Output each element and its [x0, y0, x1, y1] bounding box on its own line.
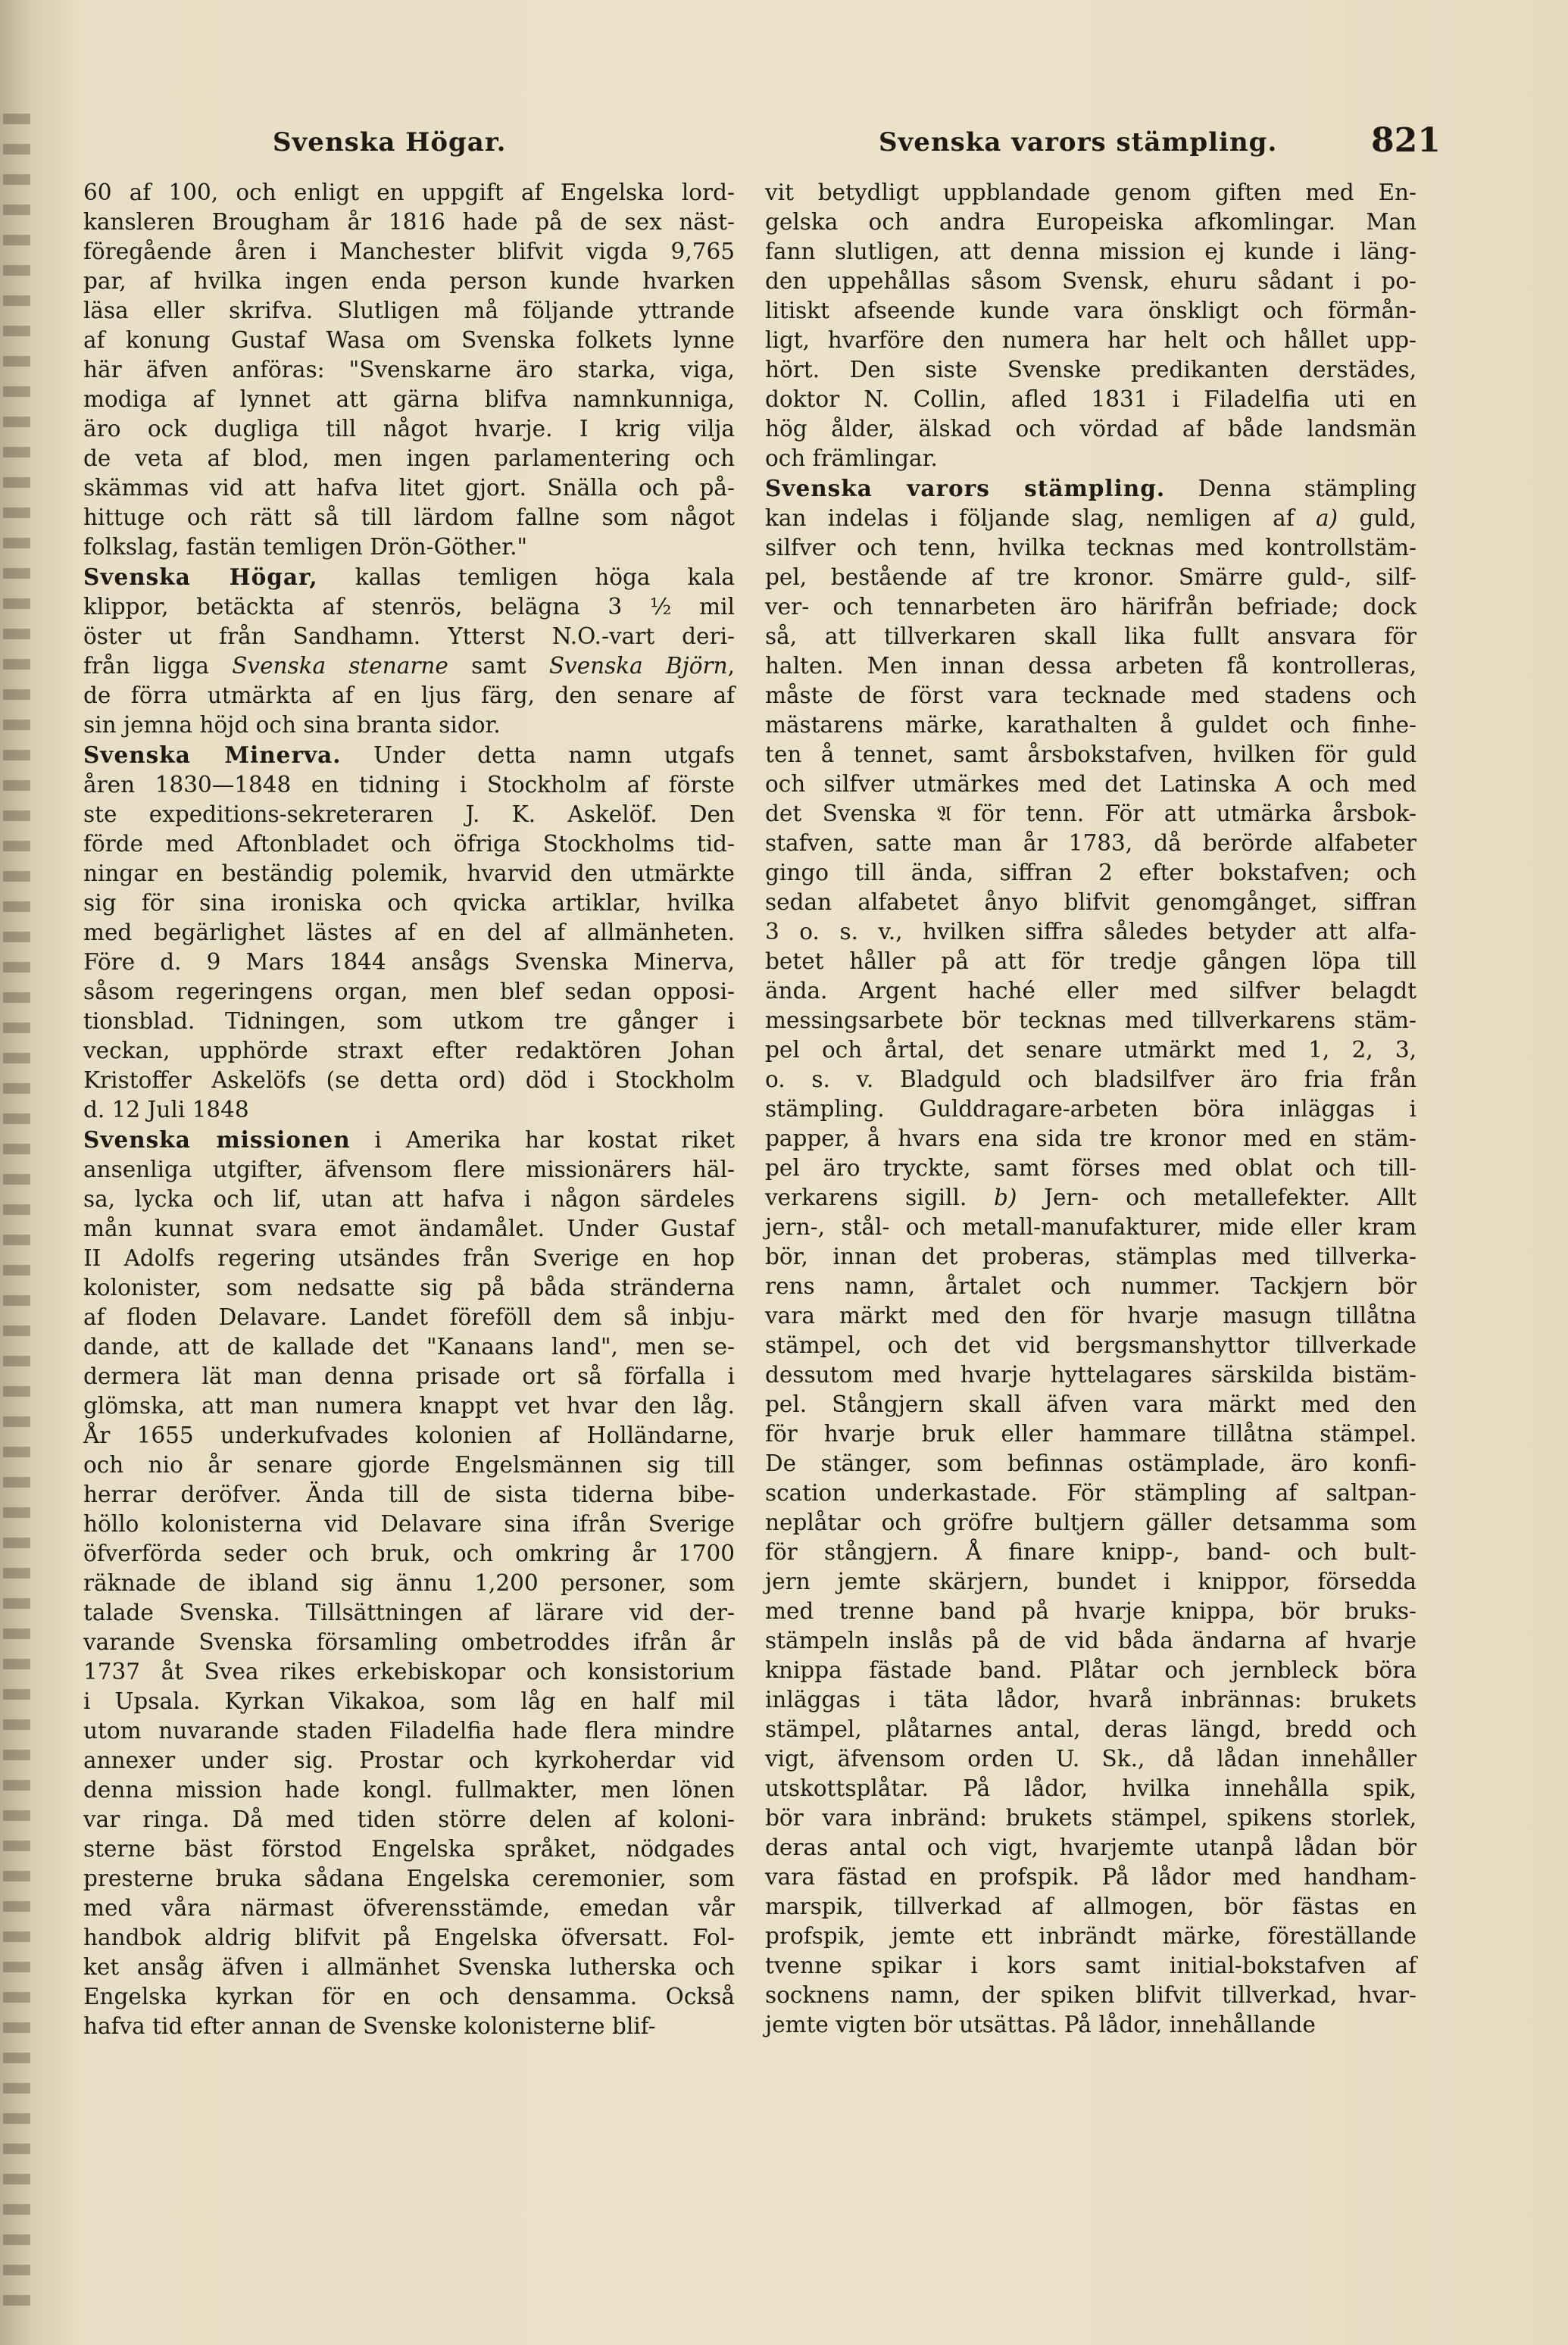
text-line: höllo kolonisterna vid Delavare sina ifrån Sverige [83, 1511, 735, 1537]
text-line: och silfver utmärkes med det Latinska A och med [765, 771, 1417, 797]
text-line: gelska och andra Europeiska afkomlingar. Man [765, 209, 1417, 235]
text-line: modiga af lynnet att gärna blifva namnkunniga, [83, 386, 735, 412]
text-line: tionsblad. Tidningen, som utkom tre gånger i [83, 1008, 735, 1034]
text-line: klippor, betäckta af stenrös, belägna 3 ½ mil [83, 594, 735, 620]
text-span: från ligga [83, 653, 233, 679]
text-line: för stångjern. Å finare knipp-, band- och bult- [765, 1539, 1417, 1565]
text-line: hafva tid efter annan de Svenske kolonisterne blif- [83, 2013, 656, 2039]
text-line: äro ock dugliga till något hvarje. I krig vilja [83, 416, 735, 442]
text-line: dessutom med hvarje hyttelagares särskilda bistäm- [765, 1362, 1417, 1388]
text-line [83, 1125, 735, 1155]
text-line: och nio år senare gjorde Engelsmännen sig till [83, 1452, 735, 1478]
text-line: vigt, äfvensom orden U. Sk., då lådan innehåller [765, 1746, 1417, 1772]
text-line: i Upsala. Kyrkan Vikakoa, som låg en half mil [83, 1688, 735, 1714]
text-span: samt [448, 653, 549, 679]
italic-text: Svenska stenarne [232, 653, 448, 679]
running-head-left: Svenska Högar. [273, 127, 507, 158]
text-span: kan indelas i följande slag, nemligen af [765, 505, 1316, 531]
text-line: kansleren Brougham år 1816 hade på de sex näst- [83, 209, 735, 235]
text-line [83, 651, 735, 681]
text-line: par, af hvilka ingen enda person kunde hvarken [83, 268, 735, 294]
running-head-right: Svenska varors stämpling. [879, 127, 1278, 158]
text-line: sedan alfabetet ånyo blifvit genomgånget, siffran [765, 889, 1417, 915]
text-line: mästarens märke, karathalten å guldet och finhe- [765, 712, 1417, 738]
text-line: halten. Men innan dessa arbeten få kontrolleras, [765, 653, 1417, 679]
text-line: förde med Aftonbladet och öfriga Stockholms tid- [83, 831, 735, 857]
text-line: bör vara inbränd: brukets stämpel, spikens storlek, [765, 1805, 1417, 1831]
text-line: jemte vigten bör utsättas. På lådor, innehållande [765, 2012, 1316, 2037]
text-line: d. 12 Juli 1848 [83, 1097, 249, 1123]
text-line: stämpel, och det vid bergsmanshyttor tillverkade [765, 1332, 1417, 1358]
text-line: annexer under sig. Prostar och kyrkoherdar vid [83, 1747, 735, 1773]
text-line: öster ut från Sandhamn. Ytterst N.O.-vart deri- [83, 623, 735, 649]
text-line: deras antal och vigt, hvarjemte utanpå lådan bör [765, 1834, 1417, 1860]
text-line: De stänger, som befinnas ostämplade, äro konfi- [765, 1450, 1417, 1476]
entry-text: kallas temligen höga kala [317, 564, 735, 590]
text-line: År 1655 underkufvades kolonien af Holländarne, [83, 1422, 735, 1448]
text-line: socknens namn, der spiken blifvit tillverkad, hvar- [765, 1982, 1417, 2008]
text-line: Före d. 9 Mars 1844 ansågs Svenska Minerva, [83, 949, 735, 975]
text-line: 60 af 100, och enligt en uppgift af Engelska lord- [83, 180, 735, 205]
text-line: litiskt afseende kunde vara önskligt och förmån- [765, 298, 1417, 323]
text-line: med våra närmast öfverensstämde, emedan vår [83, 1895, 735, 1921]
text-line [765, 504, 1417, 533]
text-line: veckan, upphörde straxt efter redaktören Johan [83, 1038, 735, 1063]
text-line: stämpeln inslås på de vid båda ändarna af hvarje [765, 1628, 1417, 1653]
text-line: skämmas vid att hafva litet gjort. Snälla och på- [83, 475, 735, 501]
text-line: af konung Gustaf Wasa om Svenska folkets lynne [83, 327, 735, 353]
text-line: inläggas i täta lådor, hvarå inbrännas: brukets [765, 1687, 1417, 1713]
text-line [83, 562, 735, 592]
text-line: knippa fästade band. Plåtar och jernbleck böra [765, 1657, 1417, 1683]
text-line: dermera lät man denna prisade ort så förfalla i [83, 1363, 735, 1389]
italic-text: Svenska Björn [548, 653, 728, 679]
text-line: af floden Delavare. Landet föreföll dem så inbju- [83, 1304, 735, 1330]
text-line: vara märkt med den för hvarje masugn tillåtna [765, 1303, 1417, 1329]
text-line: profspik, jemte ett inbrändt märke, föreställande [765, 1923, 1417, 1949]
text-line: hört. Den siste Svenske predikanten derstädes, [765, 357, 1417, 383]
text-line: räknade de ibland sig ännu 1,200 personer, som [83, 1570, 735, 1596]
text-line: läsa eller skrifva. Slutligen må följande yttrande [83, 298, 735, 323]
text-line: dande, att de kallade det "Kanaans land", men se- [83, 1334, 735, 1360]
text-line: ten å tennet, samt årsbokstafven, hvilken för guld [765, 742, 1417, 767]
text-line: stämpel, plåtarnes antal, deras längd, bredd och [765, 1716, 1417, 1742]
text-span: guld, [1338, 505, 1417, 531]
text-span: Jern- och metallefekter. Allt [1017, 1185, 1417, 1210]
text-line: pel och årtal, det senare utmärkt med 1, 2, 3, [765, 1037, 1417, 1063]
entry-heading: Svenska missionen [83, 1126, 351, 1153]
text-column-right [765, 178, 1417, 2040]
text-line: presterne bruka sådana Engelska ceremonier, som [83, 1866, 735, 1891]
text-line: ansenliga utgifter, äfvensom flere missionärers häl- [83, 1157, 735, 1182]
text-line: Kristoffer Askelöfs (se detta ord) död i Stockholm [83, 1067, 735, 1093]
text-line: hög ålder, älskad och vördad af både landsmän [765, 416, 1417, 442]
text-line: kolonister, som nedsatte sig på båda stränderna [83, 1275, 735, 1301]
entry-heading: Svenska Minerva. [83, 742, 342, 768]
text-line: med begärlighet lästes af en del af allmänheten. [83, 920, 735, 945]
text-line: såsom regeringens organ, men blef sedan opposi- [83, 979, 735, 1004]
text-line: ända. Argent haché eller med silfver belagdt [765, 978, 1417, 1004]
text-line: pel äro tryckte, samt förses med oblat och till- [765, 1155, 1417, 1181]
text-line: mån kunnat svara emot ändamålet. Under Gustaf [83, 1216, 735, 1241]
text-line: utom nuvarande staden Filadelfia hade flera mindre [83, 1718, 735, 1744]
text-column-left [83, 178, 735, 2041]
text-line: o. s. v. Bladguld och bladsilfver äro fria från [765, 1066, 1417, 1092]
text-line: folkslag, fastän temligen Drön-Göther." [83, 534, 528, 560]
text-line: pel. Stångjern skall äfven vara märkt med den [765, 1391, 1417, 1417]
text-line: jern-, stål- och metall-manufakturer, mide eller kram [765, 1214, 1417, 1240]
page-number: 821 [1371, 121, 1441, 160]
binding-edge [3, 114, 30, 2310]
text-line: föregående åren i Manchester blifvit vigda 9,765 [83, 239, 735, 264]
text-span: , [727, 653, 735, 679]
text-line: ningar en beständig polemik, hvarvid den utmärkte [83, 860, 735, 886]
entry-text: i Amerika har kostat riket [350, 1127, 736, 1153]
text-line: marspik, tillverkad af allmogen, bör fästas en [765, 1894, 1417, 1919]
text-line: fann slutligen, att denna mission ej kunde i läng- [765, 239, 1417, 264]
text-line: hittuge och rätt så till lärdom fallne som något [83, 504, 735, 530]
text-line: 3 o. s. v., hvilken siffra således betyder att alfa- [765, 919, 1417, 945]
text-line: åren 1830—1848 en tidning i Stockholm af förste [83, 772, 735, 798]
text-line: handbok aldrig blifvit på Engelska öfversatt. Fol- [83, 1925, 735, 1950]
text-line: silfver och tenn, hvilka tecknas med kontrollstäm- [765, 535, 1417, 560]
text-line: scation underkastade. För stämpling af saltpan- [765, 1480, 1417, 1506]
text-line: glömska, att man numera knappt vet hvar den låg. [83, 1393, 735, 1419]
text-line: papper, å hvars ena sida tre kronor med en stäm- [765, 1126, 1417, 1151]
text-line: stämpling. Gulddragare-arbeten böra inläggas i [765, 1096, 1417, 1122]
text-line: sig för sina ironiska och qvicka artiklar, hvilka [83, 890, 735, 916]
text-line: vara fästad en profspik. På lådor med handham- [765, 1864, 1417, 1890]
text-line: doktor N. Collin, afled 1831 i Filadelfia uti en [765, 386, 1417, 412]
text-line: denna mission hade kongl. fullmakter, men lönen [83, 1777, 735, 1803]
text-line: gingo till ända, siffran 2 efter bokstafven; och [765, 860, 1417, 885]
text-line: sterne bäst förstod Engelska språket, nödgades [83, 1836, 735, 1862]
text-line: så, att tillverkaren skall lika fullt ansvara för [765, 623, 1417, 649]
text-line: rens namn, årtalet och nummer. Tackjern bör [765, 1273, 1417, 1299]
text-line: ligt, hvarföre den numera har helt och hållet upp- [765, 327, 1417, 353]
entry-text: Under detta namn utgafs [341, 742, 735, 768]
text-line: bör, innan det proberas, stämplas med tillverka- [765, 1244, 1417, 1269]
text-line: II Adolfs regering utsändes från Sverige en hop [83, 1245, 735, 1271]
text-line: den uppehållas såsom Svensk, ehuru sådant i po- [765, 268, 1417, 294]
text-line [765, 1183, 1417, 1213]
text-line: tvenne spikar i kors samt initial-bokstafven af [765, 1953, 1417, 1978]
text-line: ste expeditions-sekreteraren J. K. Askelöf. Den [83, 801, 735, 827]
entry-heading: Svenska Högar, [83, 564, 318, 590]
text-line: vit betydligt uppblandade genom giften med En- [765, 180, 1417, 205]
text-line: messingsarbete bör tecknas med tillverkarens stäm- [765, 1007, 1417, 1033]
text-line: ver- och tennarbeten äro härifrån befriade; dock [765, 594, 1417, 620]
italic-text: a) [1315, 505, 1338, 531]
text-line: sin jemna höjd och sina branta sidor. [83, 712, 501, 738]
text-line: öfverförda seder och bruk, och omkring år 1700 [83, 1541, 735, 1566]
text-line: jern jemte skärjern, bundet i knippor, försedda [765, 1569, 1417, 1594]
text-line: måste de först vara tecknade med stadens och [765, 682, 1417, 708]
text-line: varande Svenska församling ombetroddes ifrån år [83, 1629, 735, 1655]
text-line: 1737 åt Svea rikes erkebiskopar och konsistorium [83, 1659, 735, 1685]
text-line: sa, lycka och lif, utan att hafva i någon särdeles [83, 1186, 735, 1212]
page-header [121, 121, 1441, 167]
text-line: utskottsplåtar. På lådor, hvilka innehålla spik, [765, 1775, 1417, 1801]
text-line: för hvarje bruk eller hammare tillåtna stämpel. [765, 1421, 1417, 1447]
text-line: och främlingar. [765, 445, 938, 471]
text-line: var ringa. Då med tiden större delen af koloni- [83, 1806, 735, 1832]
text-line: med trenne band på hvarje knippa, bör bruks- [765, 1598, 1417, 1624]
text-span: verkarens sigill. [765, 1185, 994, 1210]
text-line: det Svenska 𝔄 för tenn. För att utmärka årsbok- [765, 801, 1417, 826]
text-line [83, 740, 735, 770]
text-line: de veta af blod, men ingen parlamentering och [83, 445, 735, 471]
text-line: betet håller på att för tredje gången löpa till [765, 948, 1417, 974]
text-line: här äfven anföras: "Svenskarne äro starka, viga, [83, 357, 735, 383]
text-line: herrar deröfver. Ända till de sista tiderna bibe- [83, 1482, 735, 1507]
italic-text: b) [994, 1185, 1017, 1210]
text-line: talade Svenska. Tillsättningen af lärare vid der- [83, 1600, 735, 1625]
text-line: stafven, satte man år 1783, då berörde alfabeter [765, 830, 1417, 856]
text-line: de förra utmärkta af en ljus färg, den senare af [83, 682, 735, 708]
text-line [765, 473, 1417, 504]
entry-text: Denna stämpling [1165, 476, 1417, 501]
text-line: pel, bestående af tre kronor. Smärre guld-, silf- [765, 564, 1417, 590]
text-line: Engelska kyrkan för en och densamma. Också [83, 1984, 735, 2009]
text-line: ket ansåg äfven i allmänhet Svenska lutherska och [83, 1954, 735, 1980]
text-line: neplåtar och gröfre bultjern gäller detsamma som [765, 1510, 1417, 1535]
entry-heading: Svenska varors stämpling. [765, 475, 1166, 501]
